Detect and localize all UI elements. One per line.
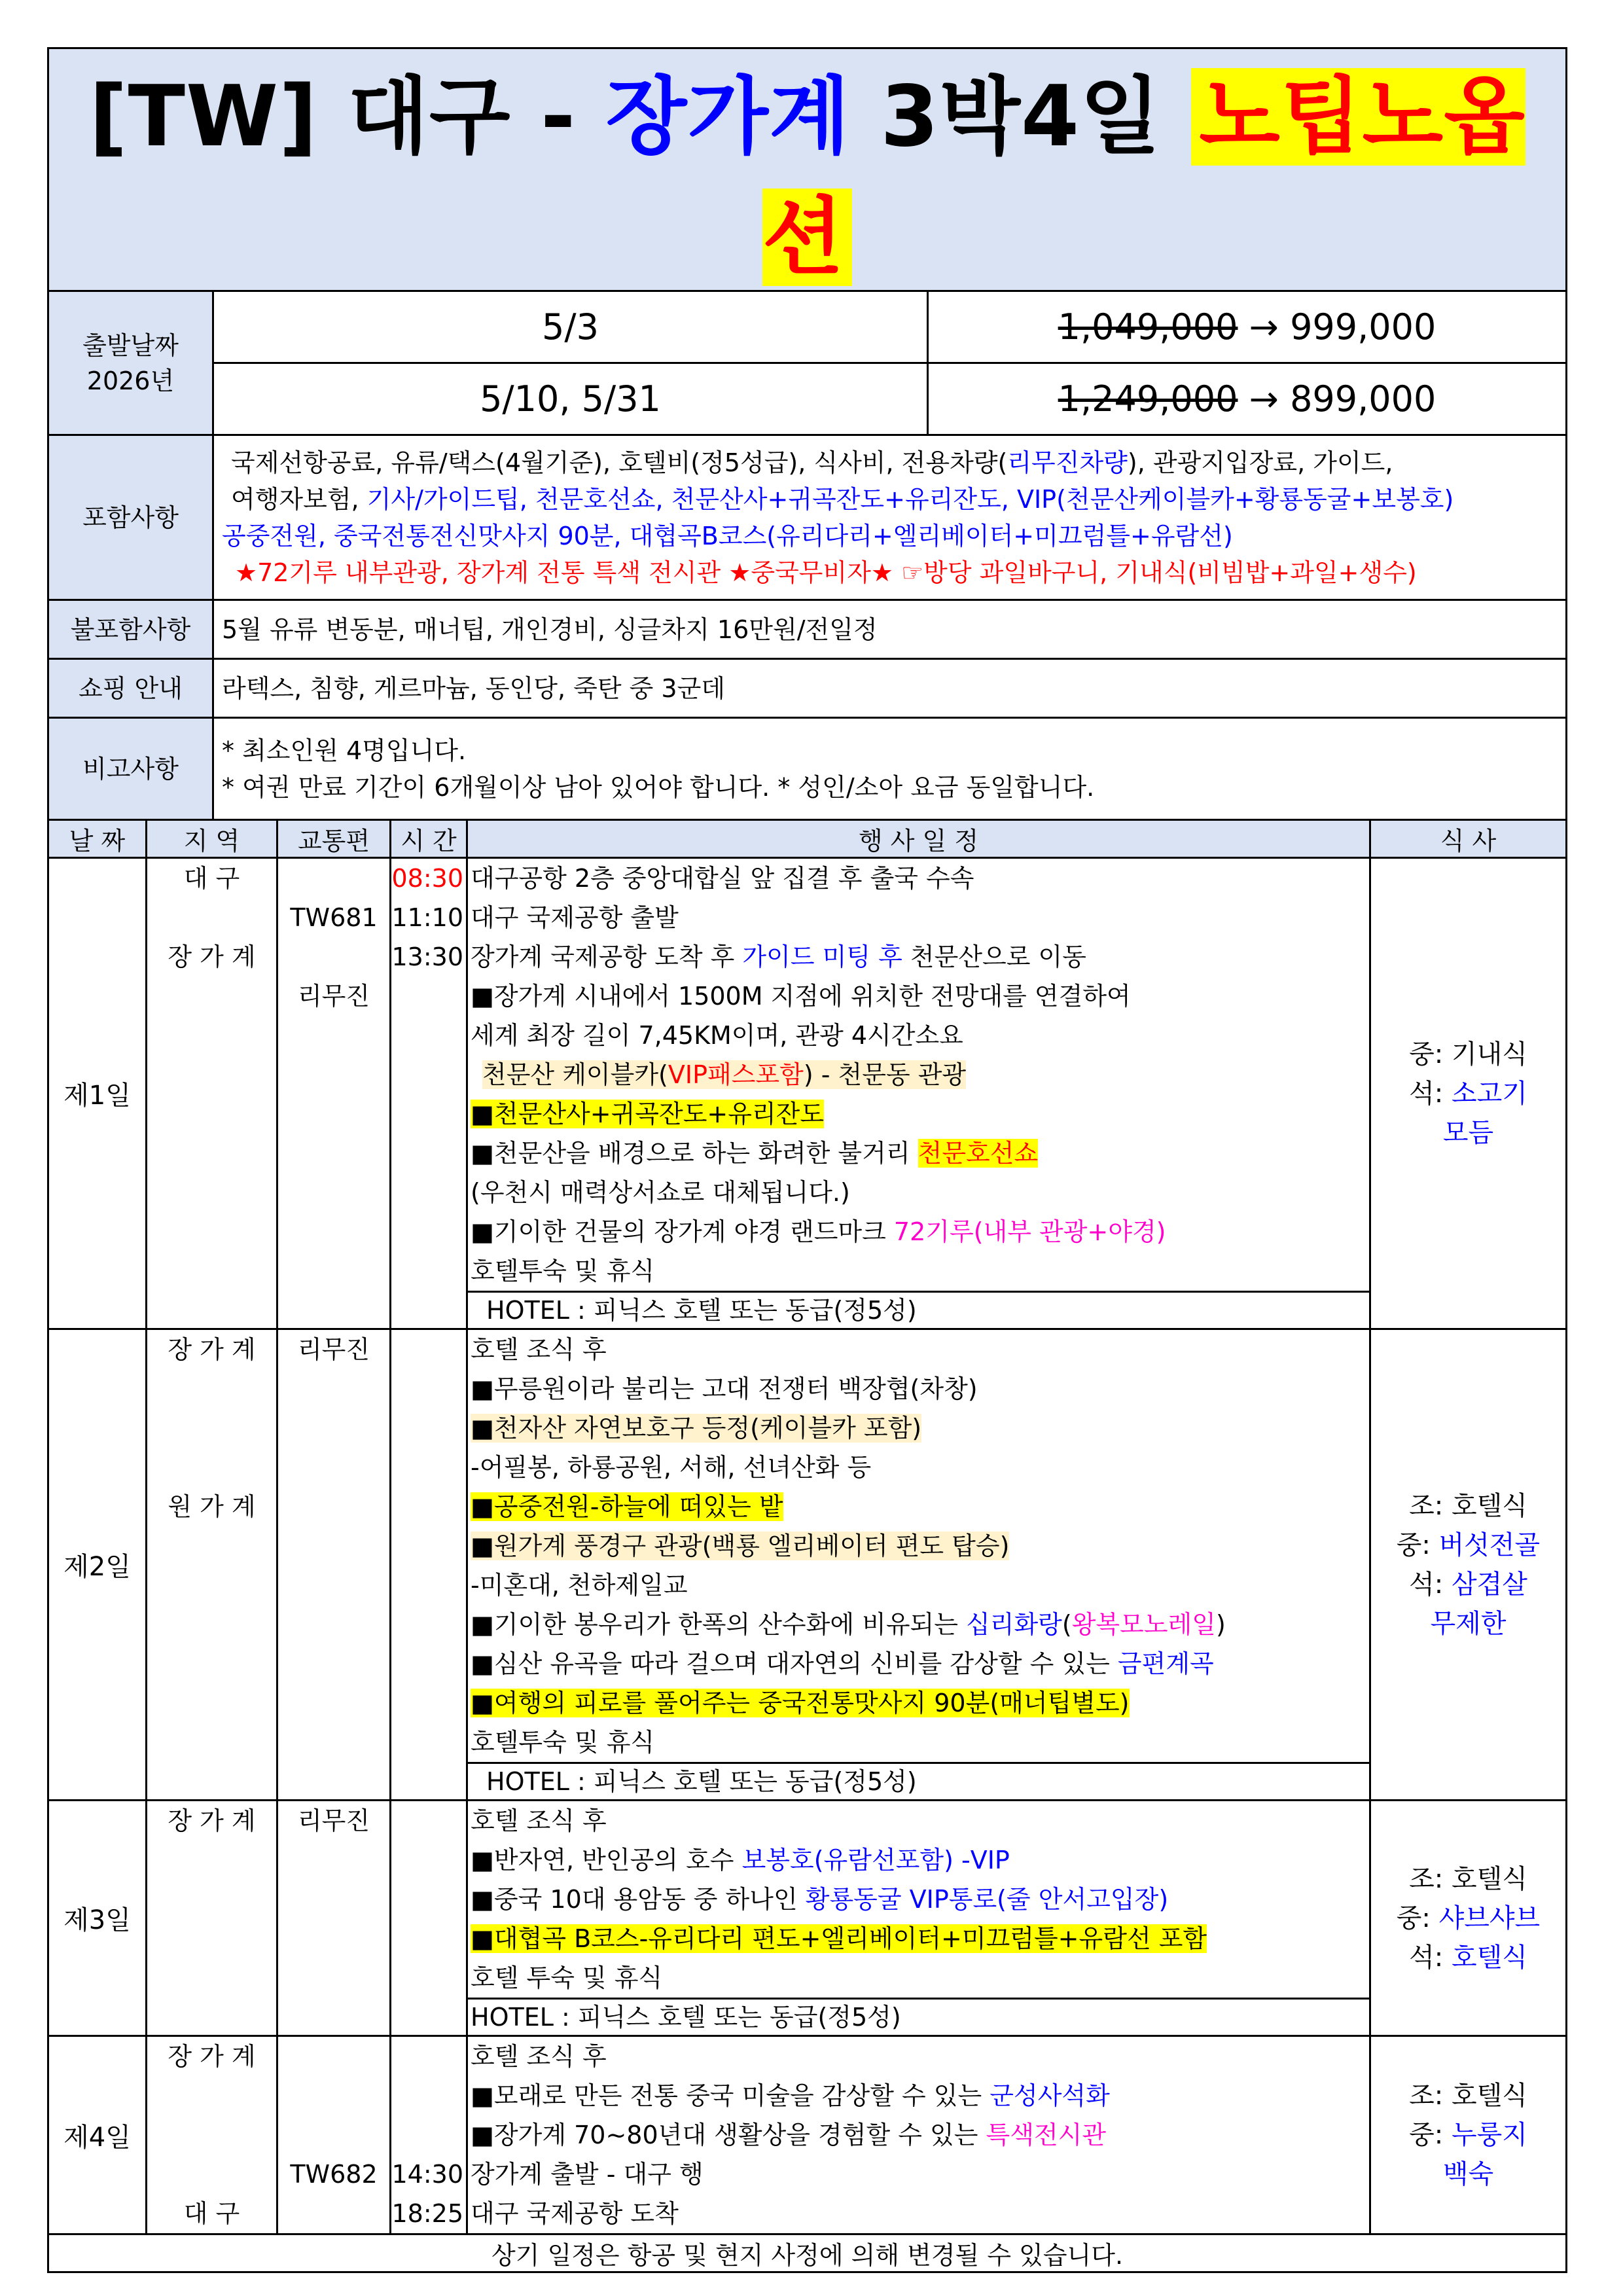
col-day: 날 짜 bbox=[48, 820, 147, 858]
region-cell: 장 가 계 원 가 계 bbox=[147, 1329, 277, 1801]
time-cell: 14:30 18:25 bbox=[391, 2036, 467, 2234]
time-cell bbox=[391, 1329, 467, 1801]
summary-table bbox=[47, 47, 1567, 821]
old-price: 1,049,000 bbox=[1058, 306, 1238, 348]
title-badge: 노팁노옵션 bbox=[762, 68, 1525, 286]
title-destination: 장가계 bbox=[605, 68, 851, 166]
col-transport: 교통편 bbox=[277, 820, 391, 858]
day-label: 제1일 bbox=[48, 858, 147, 1329]
itinerary-table bbox=[47, 819, 1567, 2273]
day-label: 제3일 bbox=[48, 1801, 147, 2036]
page-title bbox=[48, 48, 1567, 291]
hotel-line: HOTEL : 피닉스 호텔 또는 동급(정5성) bbox=[468, 1762, 1371, 1799]
price-2 bbox=[928, 363, 1567, 435]
col-region: 지 역 bbox=[147, 820, 277, 858]
region-cell: 장 가 계 bbox=[147, 1801, 277, 2036]
schedule-cell: 대구공항 2층 중앙대합실 앞 집결 후 출국 수속 대구 국제공항 출발 장가계 국제공항 도착 후 가이드 미팅 후 천문산으로 이동 ■장가계 시내에서 1500M 지점에 위치한 전망대를 연결하여 세계 최장 길이 7,45KM이며, 관광 4시간소요 천문산 케이블카(VIP패스포함) - 천문동 관광 ■천문산사+귀곡잔도+유리잔도 ■천문산을 배경으로 하는 화려한 불거리 천문호선쇼 (우천시 매력상서쇼로 대체됩니다.) ■기이한 건물의 장가계 야경 랜드마크 72기루(내부 관광+야경) 호텔투숙 및 휴식 HOTEL : 피닉스 호텔 또는 동급(정5성) bbox=[467, 858, 1370, 1329]
remarks-label: 비고사항 bbox=[48, 718, 213, 820]
time-cell bbox=[391, 1801, 467, 2036]
departure-dates-2: 5/10, 5/31 bbox=[213, 363, 928, 435]
old-price: 1,249,000 bbox=[1058, 378, 1238, 420]
itinerary-sheet bbox=[47, 47, 1565, 2273]
col-meal: 식 사 bbox=[1370, 820, 1567, 858]
new-price: 999,000 bbox=[1290, 306, 1436, 348]
departure-dates-1: 5/3 bbox=[213, 291, 928, 363]
meal-cell: 조: 호텔식 중: 버섯전골 석: 삼겹살 무제한 bbox=[1370, 1329, 1567, 1801]
hotel-line: HOTEL : 피닉스 호텔 또는 동급(정5성) bbox=[468, 1998, 1371, 2035]
excludes-label: 불포함사항 bbox=[48, 600, 213, 659]
includes-label: 포함사항 bbox=[48, 435, 213, 600]
day-label: 제4일 bbox=[48, 2036, 147, 2234]
schedule-cell: 호텔 조식 후 ■모래로 만든 전통 중국 미술을 감상할 수 있는 군성사석화 ■장가계 70~80년대 생활상을 경험할 수 있는 특색전시관 장가계 출발 - 대구 행 대구 국제공항 도착 bbox=[467, 2036, 1370, 2234]
shopping-label: 쇼핑 안내 bbox=[48, 659, 213, 718]
title-prefix: [TW] 대구 - bbox=[89, 68, 606, 166]
arrow-icon: → bbox=[1249, 306, 1279, 348]
region-cell: 대 구 장 가 계 bbox=[147, 858, 277, 1329]
meal-cell: 조: 호텔식 중: 샤브샤브 석: 호텔식 bbox=[1370, 1801, 1567, 2036]
day-label: 제2일 bbox=[48, 1329, 147, 1801]
excludes-text: 5월 유류 변동분, 매너팁, 개인경비, 싱글차지 16만원/전일정 bbox=[213, 600, 1567, 659]
remarks-text: * 최소인원 4명입니다. * 여권 만료 기간이 6개월이상 남아 있어야 합니다. * 성인/소아 요금 동일합니다. bbox=[213, 718, 1567, 820]
schedule-cell: 호텔 조식 후 ■반자연, 반인공의 호수 보봉호(유람선포함) -VIP ■중국 10대 용암동 중 하나인 황룡동굴 VIP통로(줄 안서고입장) ■대협곡 B코스-유리다리 편도+엘리베이터+미끄럼틀+유람선 포함 호텔 투숙 및 휴식 HOTEL : 피닉스 호텔 또는 동급(정5성) bbox=[467, 1801, 1370, 2036]
day-2-row bbox=[48, 1329, 1567, 1801]
price-1 bbox=[928, 291, 1567, 363]
transport-cell: TW682 bbox=[277, 2036, 391, 2234]
day-1-row bbox=[48, 858, 1567, 1329]
day-4-row bbox=[48, 2036, 1567, 2234]
title-duration: 3박4일 bbox=[850, 68, 1192, 166]
shopping-text: 라텍스, 침향, 게르마늄, 동인당, 죽탄 중 3군데 bbox=[213, 659, 1567, 718]
schedule-cell: 호텔 조식 후 ■무릉원이라 불리는 고대 전쟁터 백장협(차창) ■천자산 자연보호구 등정(케이블카 포함) -어필봉, 하룡공원, 서해, 선녀산화 등 ■공중전원-하늘에 떠있는 밭 ■원가계 풍경구 관광(백룡 엘리베이터 편도 탑승) -미혼대, 천하제일교 ■기이한 봉우리가 한폭의 산수화에 비유되는 십리화랑(왕복모노레일) ■심산 유곡을 따라 걸으며 대자연의 신비를 감상할 수 있는 금편계곡 ■여행의 피로를 풀어주는 중국전통맛사지 90분(매너팁별도) 호텔투숙 및 휴식 HOTEL : 피닉스 호텔 또는 동급(정5성) bbox=[467, 1329, 1370, 1801]
hotel-line: HOTEL : 피닉스 호텔 또는 동급(정5성) bbox=[468, 1291, 1371, 1328]
col-time: 시 간 bbox=[391, 820, 467, 858]
departure-label: 출발날짜 2026년 bbox=[48, 291, 213, 435]
meal-cell: 조: 호텔식 중: 누룽지 백숙 bbox=[1370, 2036, 1567, 2234]
transport-cell: 리무진 bbox=[277, 1329, 391, 1801]
includes-text: 국제선항공료, 유류/택스(4월기준), 호텔비(정5성급), 식사비, 전용차량(리무진차량), 관광지입장료, 가이드, 여행자보험, 기사/가이드팁, 천문호선쇼, 천문산사+귀곡잔도+유리잔도, VIP(천문산케이블카+황룡동굴+보봉호) 공중전원, 중국전통전신맛사지 90분, 대협곡B코스(유리다리+엘리베이터+미끄럼틀+유람선) ★72기루 내부관광, 장가계 전통 특색 전시관 ★중국무비자★ ☞방당 과일바구니, 기내식(비빔밥+과일+생수) bbox=[213, 435, 1567, 600]
transport-cell: TW681 리무진 bbox=[277, 858, 391, 1329]
arrow-icon: → bbox=[1249, 378, 1279, 420]
meal-cell: 중: 기내식 석: 소고기 모듬 bbox=[1370, 858, 1567, 1329]
region-cell: 장 가 계 대 구 bbox=[147, 2036, 277, 2234]
new-price: 899,000 bbox=[1290, 378, 1436, 420]
footer-note: 상기 일정은 항공 및 현지 사정에 의해 변경될 수 있습니다. bbox=[48, 2234, 1567, 2272]
day-3-row bbox=[48, 1801, 1567, 2036]
time-cell: 08:30 11:10 13:30 bbox=[391, 858, 467, 1329]
col-schedule: 행 사 일 정 bbox=[467, 820, 1370, 858]
transport-cell: 리무진 bbox=[277, 1801, 391, 2036]
